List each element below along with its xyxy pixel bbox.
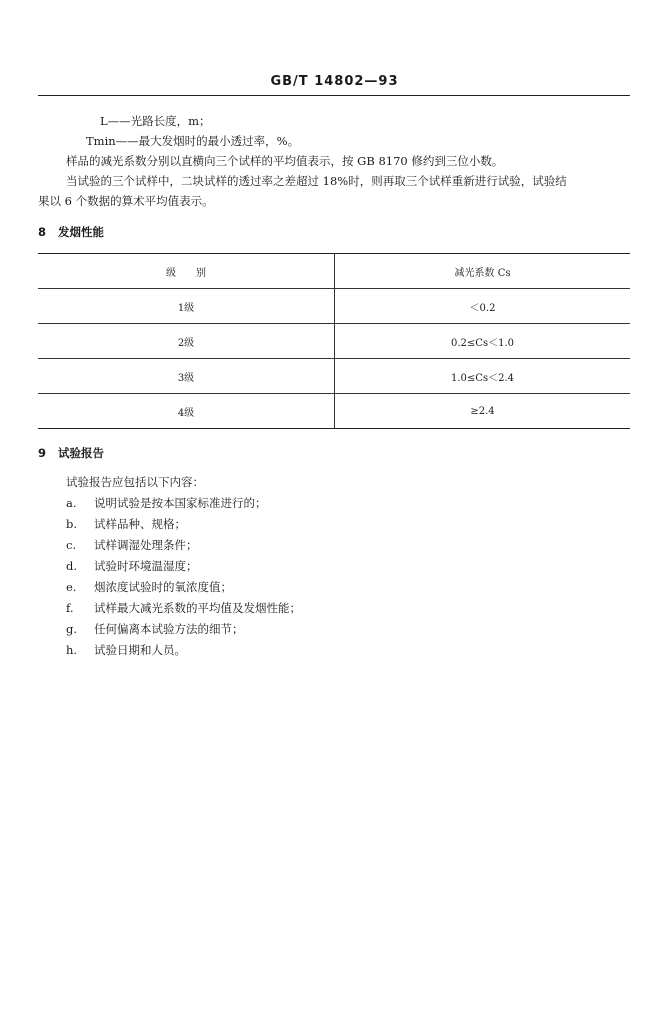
list-item: b. 试样品种、规格； bbox=[66, 517, 186, 531]
coefficient-cell: ＜0.2 bbox=[335, 289, 631, 324]
coefficient-cell: ≥2.4 bbox=[335, 394, 631, 429]
table-row bbox=[38, 289, 630, 324]
coefficient-cell: 1.0≤Cs＜2.4 bbox=[335, 359, 631, 394]
header-rule bbox=[38, 95, 630, 96]
grade-cell: 3级 bbox=[38, 359, 335, 394]
list-item: c. 试样调湿处理条件； bbox=[66, 538, 198, 552]
column-header-grade: 级 别 bbox=[38, 254, 335, 289]
list-item: e. 烟浓度试验时的氧浓度值； bbox=[66, 580, 232, 594]
section-8-heading bbox=[38, 224, 104, 240]
report-intro: 试验报告应包括以下内容： bbox=[66, 475, 204, 489]
smoke-grade-table bbox=[38, 253, 630, 429]
table-row bbox=[38, 324, 630, 359]
list-item: f. 试样最大减光系数的平均值及发烟性能； bbox=[66, 601, 301, 615]
list-item: a. 说明试验是按本国家标准进行的； bbox=[66, 496, 267, 510]
page-header: GB/T 14802—93 bbox=[270, 74, 399, 89]
list-item: d. 试验时环境温湿度； bbox=[66, 559, 198, 573]
grade-cell: 4级 bbox=[38, 394, 335, 429]
coefficient-cell: 0.2≤Cs＜1.0 bbox=[335, 324, 631, 359]
paragraph-averaging: 样品的减光系数分别以直横向三个试样的平均值表示，按 GB 8170 修约到三位小数。 bbox=[66, 154, 504, 168]
section-title: 试验报告 bbox=[58, 446, 104, 460]
section-number: 8 bbox=[38, 225, 47, 239]
paragraph-retest-line1: 当试验的三个试样中，二块试样的透过率之差超过 18%时，则再取三个试样重新进行试验，试验结 bbox=[66, 174, 567, 188]
table-header-row bbox=[38, 254, 630, 289]
list-item: g. 任何偏离本试验方法的细节； bbox=[66, 622, 244, 636]
grade-cell: 1级 bbox=[38, 289, 335, 324]
list-item: h. 试验日期和人员。 bbox=[66, 643, 186, 657]
section-number: 9 bbox=[38, 446, 47, 460]
section-title: 发烟性能 bbox=[58, 225, 104, 239]
grade-cell: 2级 bbox=[38, 324, 335, 359]
table-row bbox=[38, 359, 630, 394]
definition-L: L——光路长度，m； bbox=[100, 114, 211, 128]
paragraph-retest-line2: 果以 6 个数据的算术平均值表示。 bbox=[38, 194, 214, 208]
column-header-coefficient: 减光系数 Cs bbox=[335, 254, 631, 289]
table-row bbox=[38, 394, 630, 429]
definition-Tmin: Tmin——最大发烟时的最小透过率，%。 bbox=[86, 134, 300, 148]
section-9-heading bbox=[38, 445, 104, 461]
